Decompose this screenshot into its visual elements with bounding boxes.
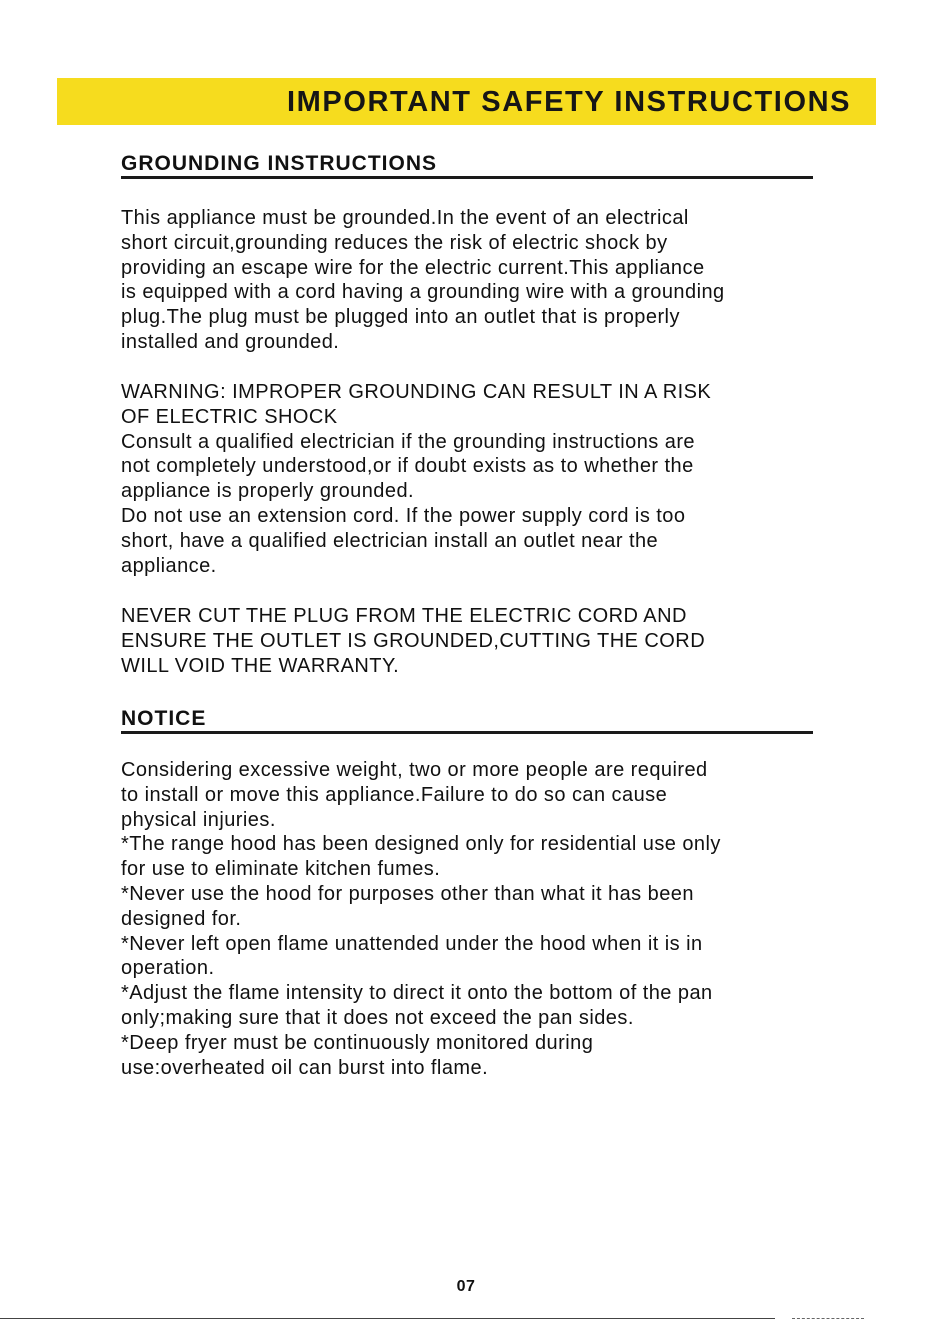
text-line: appliance. <box>121 554 217 577</box>
text-line: *Adjust the flame intensity to direct it onto the bottom of the pan <box>121 982 713 1005</box>
page-title: IMPORTANT SAFETY INSTRUCTIONS <box>287 86 852 118</box>
text-line: providing an escape wire for the electric current.This appliance <box>121 256 705 279</box>
text-line: short, have a qualified electrician install an outlet near the <box>121 529 659 552</box>
text-line: short circuit,grounding reduces the risk of electric shock by <box>121 231 668 254</box>
text-line: This appliance must be grounded.In the event of an electrical <box>121 207 689 229</box>
text-line: *Deep fryer must be continuously monitored during <box>121 1031 594 1054</box>
text-line: only;making sure that it does not exceed the pan sides. <box>121 1006 634 1029</box>
text-line: NEVER CUT THE PLUG FROM THE ELECTRIC CORD AND <box>121 605 687 627</box>
text-line: not completely understood,or if doubt exists as to whether the <box>121 455 694 478</box>
text-line: *The range hood has been designed only for residential use only <box>121 833 721 856</box>
text-line: *Never left open flame unattended under the hood when it is in <box>121 932 703 955</box>
text-line: operation. <box>121 957 215 980</box>
grounding-intro-paragraph <box>121 206 821 355</box>
text-line: Do not use an extension cord. If the power supply cord is too <box>121 504 686 527</box>
text-line: *Never use the hood for purposes other than what it has been <box>121 882 694 905</box>
text-line: physical injuries. <box>121 808 276 831</box>
notice-heading: NOTICE <box>121 707 813 734</box>
text-line: WARNING: IMPROPER GROUNDING CAN RESULT IN A RISK <box>121 381 712 403</box>
text-line: plug.The plug must be plugged into an outlet that is properly <box>121 306 680 329</box>
text-line: is equipped with a cord having a grounding wire with a grounding <box>121 281 725 304</box>
page-number: 07 <box>456 1278 476 1295</box>
text-line: OF ELECTRIC SHOCK <box>121 405 338 428</box>
grounding-instructions-heading: GROUNDING INSTRUCTIONS <box>121 152 813 179</box>
never-cut-plug-paragraph <box>121 604 821 678</box>
text-line: appliance is properly grounded. <box>121 480 415 503</box>
grounding-warning-paragraph <box>121 380 821 578</box>
text-line: WILL VOID THE WARRANTY. <box>121 654 400 677</box>
text-line: designed for. <box>121 907 242 930</box>
page-bottom-rule <box>0 1318 775 1319</box>
text-line: ENSURE THE OUTLET IS GROUNDED,CUTTING THE CORD <box>121 629 706 652</box>
page-bottom-dashes <box>792 1318 864 1320</box>
notice-paragraph <box>121 758 821 1080</box>
title-banner <box>57 78 876 125</box>
text-line: Considering excessive weight, two or more people are required <box>121 759 708 781</box>
text-line: to install or move this appliance.Failure to do so can cause <box>121 783 668 806</box>
text-line: installed and grounded. <box>121 330 340 353</box>
text-line: use:overheated oil can burst into flame. <box>121 1056 489 1079</box>
text-line: for use to eliminate kitchen fumes. <box>121 858 441 881</box>
text-line: Consult a qualified electrician if the grounding instructions are <box>121 430 696 453</box>
